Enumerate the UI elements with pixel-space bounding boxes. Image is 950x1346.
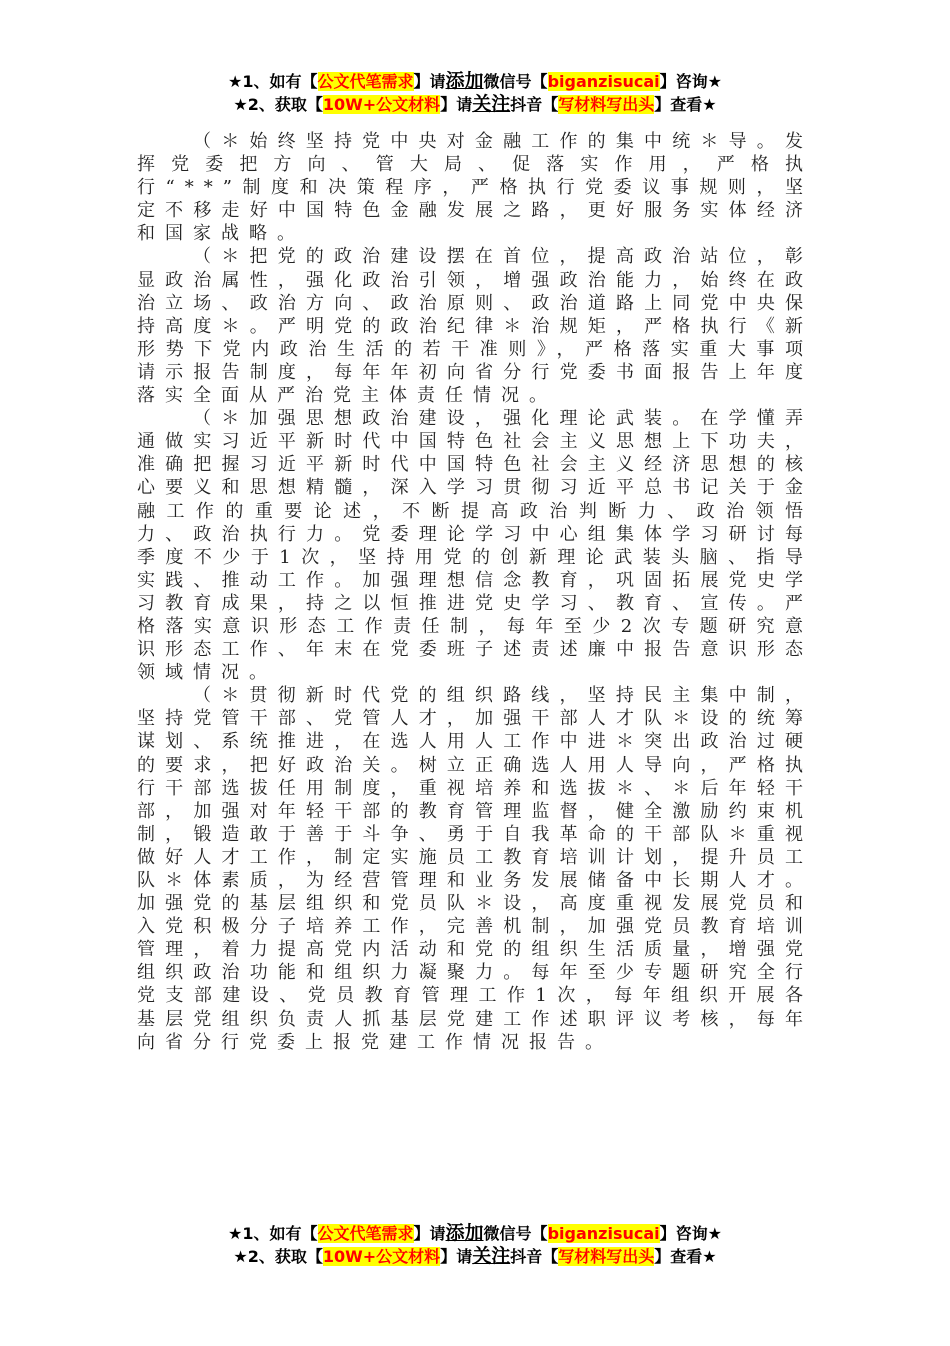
banner-text: 】查看★ bbox=[654, 95, 717, 114]
banner-highlight: 10W+公文材料 bbox=[322, 1247, 441, 1266]
header-banner-line-2 bbox=[0, 93, 950, 116]
banner-text: 】请 bbox=[413, 72, 446, 91]
paragraph-1: （＊始终坚持党中央对金融工作的集中统＊导。发挥党委把方向、管大局、促落实作用，严格执行“**”制度和决策程序，严格执行党委议事规则，坚定不移走好中国特色金融发展之路，更好服务实体经济和国家战略。 bbox=[137, 131, 813, 245]
banner-douyin-id: 写材料写出头 bbox=[558, 95, 655, 114]
banner-text: ★2、获取【 bbox=[233, 95, 323, 114]
banner-wechat-id: biganzisucai bbox=[547, 72, 660, 91]
banner-text: 】咨询★ bbox=[659, 1224, 722, 1243]
banner-text: 抖音【 bbox=[510, 1247, 559, 1266]
banner-text: 】咨询★ bbox=[659, 72, 722, 91]
banner-text: 】请 bbox=[440, 95, 473, 114]
banner-text: 】查看★ bbox=[654, 1247, 717, 1266]
footer-banner-line-1 bbox=[0, 1222, 950, 1245]
paragraph-4: （＊贯彻新时代党的组织路线，坚持民主集中制，坚持党管干部、党管人才，加强干部人才队＊设的统筹谋划、系统推进，在选人用人工作中进＊突出政治过硬的要求，把好政治关。树立正确选人用人导向，严格执行干部选拔任用制度，重视培养和选拔＊、＊后年轻干部，加强对年轻干部的教育管理监督，健全激励约束机制，锻造敢于善于斗争、勇于自我革命的干部队＊重视做好人才工作，制定实施员工教育培训计划，提升员工队＊体素质，为经营管理和业务发展储备中长期人才。加强党的基层组织和党员队＊设，高度重视发展党员和入党积极分子培养工作，完善机制，加强党员教育培训管理，着力提高党内活动和党的组织生活质量，增强党组织政治功能和组织力凝聚力。每年至少专题研究全行党支部建设、党员教育管理工作1次，每年组织开展各基层党组织负责人抓基层党建工作述职评议考核，每年向省分行党委上报党建工作情况报告。 bbox=[137, 685, 813, 1053]
banner-text: 微信号【 bbox=[483, 1224, 548, 1243]
banner-text: ★1、如有【 bbox=[228, 1224, 318, 1243]
banner-text: 】请 bbox=[413, 1224, 446, 1243]
banner-emphasis: 添加 bbox=[445, 1222, 484, 1244]
banner-text: ★1、如有【 bbox=[228, 72, 318, 91]
paragraph-2: （＊把党的政治建设摆在首位，提高政治站位，彰显政治属性，强化政治引领，增强政治能力，始终在政治立场、政治方向、政治原则、政治道路上同党中央保持高度＊。严明党的政治纪律＊治规矩，严格执行《新形势下党内政治生活的若干准则》，严格落实重大事项请示报告制度，每年年初向省分行党委书面报告上年度落实全面从严治党主体责任情况。 bbox=[137, 246, 813, 407]
header-banner-line-1 bbox=[0, 70, 950, 93]
banner-emphasis: 关注 bbox=[472, 93, 511, 115]
banner-emphasis: 添加 bbox=[445, 70, 484, 92]
banner-text: 抖音【 bbox=[510, 95, 559, 114]
banner-text: ★2、获取【 bbox=[233, 1247, 323, 1266]
banner-douyin-id: 写材料写出头 bbox=[558, 1247, 655, 1266]
paragraph-3: （＊加强思想政治建设，强化理论武装。在学懂弄通做实习近平新时代中国特色社会主义思想上下功夫，准确把握习近平新时代中国特色社会主义经济思想的核心要义和思想精髓，深入学习贯彻习近平总书记关于金融工作的重要论述，不断提高政治判断力、政治领悟力、政治执行力。党委理论学习中心组集体学习研讨每季度不少于1次，坚持用党的创新理论武装头脑、指导实践、推动工作。加强理想信念教育，巩固拓展党史学习教育成果，持之以恒推进党史学习、教育、宣传。严格落实意识形态工作责任制，每年至少2次专题研究意识形态工作、年末在党委班子述责述廉中报告意识形态领域情况。 bbox=[137, 408, 813, 684]
footer-banner-line-2 bbox=[0, 1245, 950, 1268]
banner-highlight: 10W+公文材料 bbox=[322, 95, 441, 114]
banner-wechat-id: biganzisucai bbox=[547, 1224, 660, 1243]
footer-banner bbox=[0, 1222, 950, 1268]
header-banner bbox=[0, 70, 950, 116]
banner-text: 】请 bbox=[440, 1247, 473, 1266]
banner-highlight: 公文代笔需求 bbox=[317, 1224, 414, 1243]
banner-text: 微信号【 bbox=[483, 72, 548, 91]
banner-highlight: 公文代笔需求 bbox=[317, 72, 414, 91]
document-body bbox=[137, 130, 813, 1054]
banner-emphasis: 关注 bbox=[472, 1245, 511, 1267]
